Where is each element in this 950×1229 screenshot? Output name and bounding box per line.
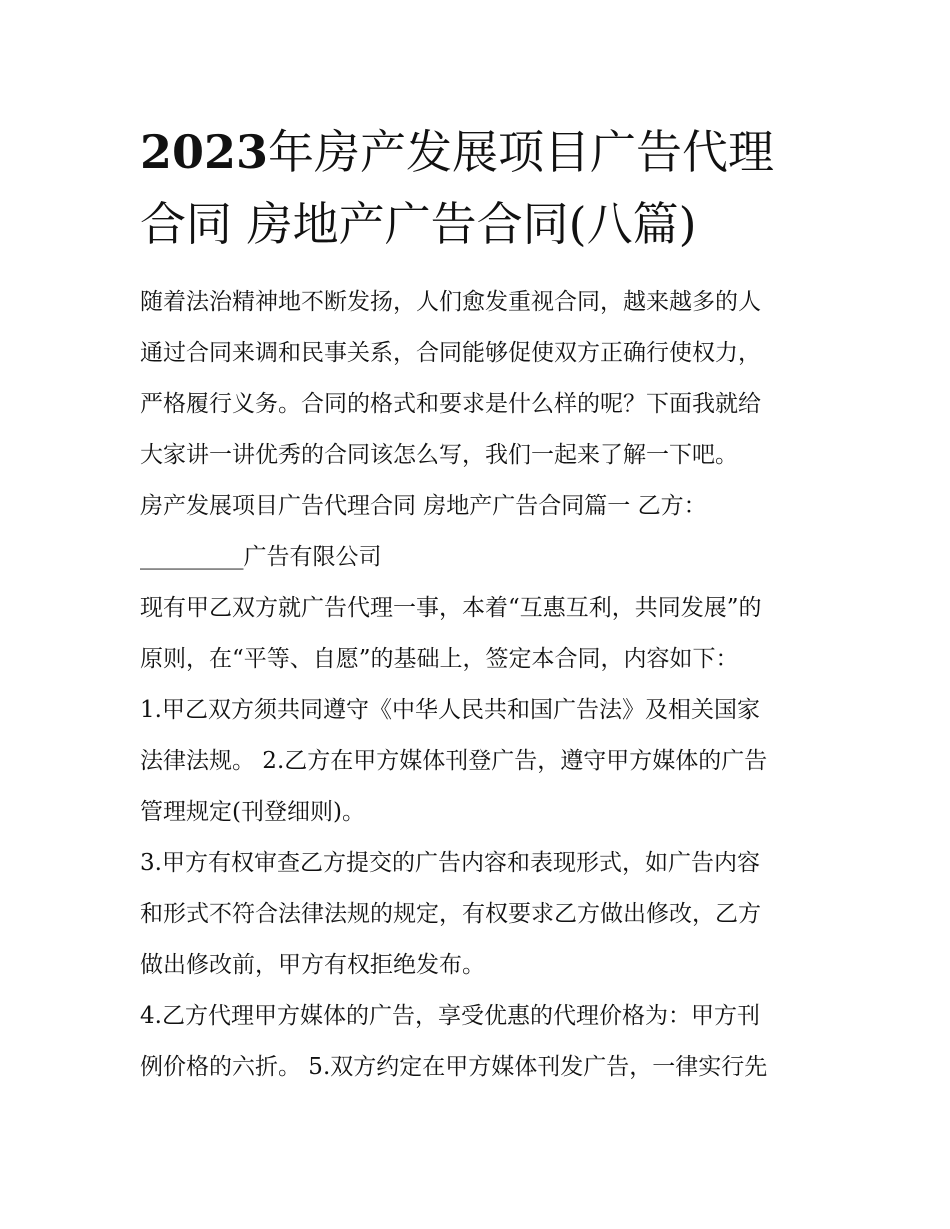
body-line: 房产发展项目广告代理合同 房地产广告合同篇一 乙方：	[140, 493, 707, 519]
body-line: 管理规定(刊登细则)。	[140, 799, 365, 825]
title-line-1	[140, 116, 820, 188]
body-line: 大家讲一讲优秀的合同该怎么写，我们一起来了解一下吧。	[140, 442, 738, 468]
body-line: 通过合同来调和民事关系，合同能够促使双方正确行使权力，	[140, 340, 761, 366]
body-line: 和形式不符合法律法规的规定，有权要求乙方做出修改，乙方	[140, 901, 761, 927]
document-body	[140, 277, 820, 1093]
body-line: 法律法规。 2.乙方在甲方媒体刊登广告，遵守甲方媒体的广告	[140, 748, 768, 774]
body-line: 4.乙方代理甲方媒体的广告，享受优惠的代理价格为：甲方刊	[140, 1003, 760, 1029]
body-line: 做出修改前，甲方有权拒绝发布。	[140, 952, 485, 978]
body-line: 原则，在“平等、自愿”的基础上，签定本合同，内容如下：	[140, 646, 739, 672]
body-line: _________广告有限公司	[140, 544, 382, 570]
title-line-2: 合同 房地产广告合同(八篇)	[140, 197, 697, 251]
body-line: 3.甲方有权审查乙方提交的广告内容和表现形式，如广告内容	[140, 850, 760, 876]
body-line: 随着法治精神地不断发扬，人们愈发重视合同，越来越多的人	[140, 289, 761, 315]
document-title	[140, 116, 820, 260]
body-line: 1.甲乙双方须共同遵守《中华人民共和国广告法》及相关国家	[140, 697, 760, 723]
title-line-1-text: 年房产发展项目广告代理	[268, 125, 775, 179]
title-year: 2023	[140, 125, 269, 179]
body-line: 现有甲乙双方就广告代理一事，本着“互惠互利，共同发展”的	[140, 595, 762, 621]
body-line: 例价格的六折。 5.双方约定在甲方媒体刊发广告，一律实行先	[140, 1054, 768, 1080]
body-line: 严格履行义务。合同的格式和要求是什么样的呢？下面我就给	[140, 391, 761, 417]
